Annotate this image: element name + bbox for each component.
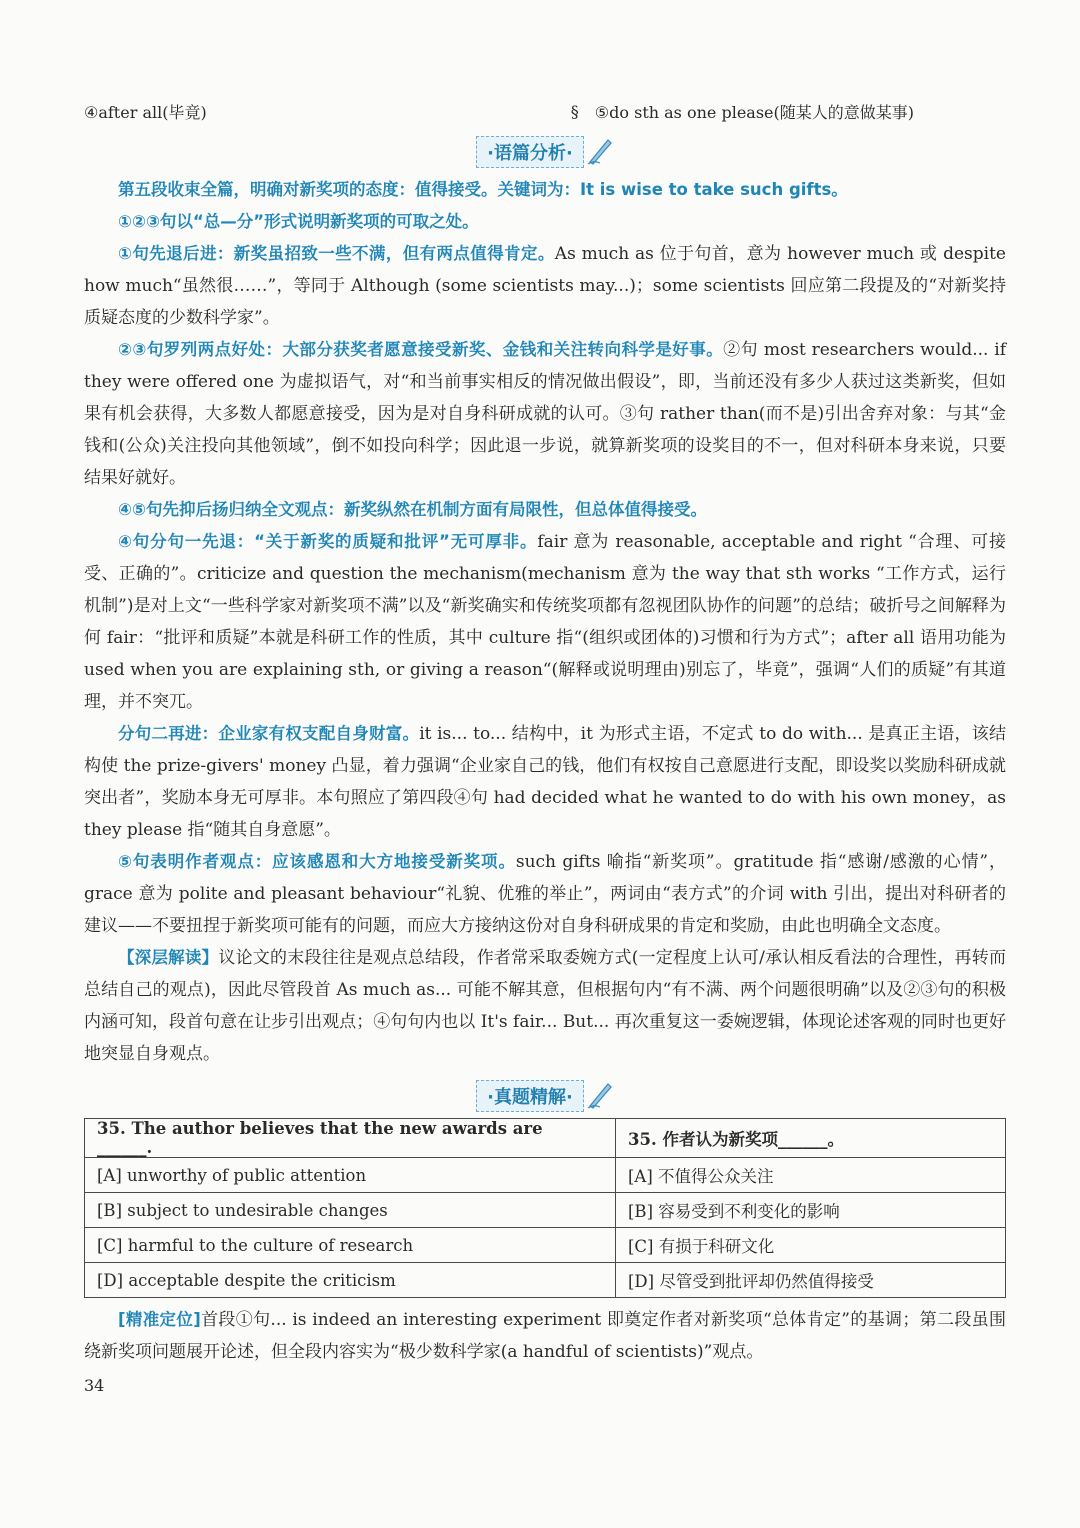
question-table bbox=[84, 1118, 1006, 1298]
pen-icon bbox=[586, 136, 614, 166]
paragraph-text: fair 意为 reasonable, acceptable and right “合理、可接受、正确的”。criticize and question the mechanism(mechanism 意为 the way that sth works “工作方式，运行机制”)是对上文“一些科学家对新奖项不满”以及“新奖确实和传统奖项都有忽视团队协作的问题”的总结；破折号之间解释为何 fair：“批评和质疑”本就是科研工作的性质，其中 culture 指“(组织或团体的)习惯和行为方式”；after all 语用功能为 used when you are explaining sth, or giving a reason“(解释或说明理由)别忘了，毕竟”，强调“人们的质疑”有其道理，并不突兀。 bbox=[84, 532, 1006, 712]
option-a-en: [A] unworthy of public attention bbox=[85, 1158, 616, 1193]
section-mark-icon: § bbox=[570, 101, 579, 121]
paragraph-highlight: ①②③句以“总—分”形式说明新奖项的可取之处。 bbox=[118, 212, 479, 231]
section-header-questions bbox=[84, 1080, 1006, 1112]
paragraph-highlight: ④句分句一先退：“关于新奖的质疑和批评”无可厚非。 bbox=[118, 532, 538, 551]
locate-paragraph bbox=[84, 1304, 1006, 1368]
vocab-right-group bbox=[571, 100, 914, 123]
option-c-zh: [C] 有损于科研文化 bbox=[616, 1228, 1006, 1263]
paragraph-highlight: ⑤句表明作者观点：应该感恩和大方地接受新奖项。 bbox=[118, 852, 516, 871]
analysis-paragraph-3 bbox=[84, 238, 1006, 334]
option-c-en: [C] harmful to the culture of research bbox=[85, 1228, 616, 1263]
vocab-item-do-sth: ⑤do sth as one please(随某人的意做某事) bbox=[594, 102, 914, 122]
table-row bbox=[85, 1158, 1006, 1193]
vocab-item-after-all: ④after all(毕竟) bbox=[84, 102, 207, 122]
paragraph-text: such gifts 喻指“新奖项”。gratitude 指“感谢/感激的心情”，grace 意为 polite and pleasant behaviour“礼貌、优雅的举止”，两词由“表方式”的介词 with 引出，提出对科研者的建议——不要扭捏于新奖项可能有的问题，而应大方接纳这份对自身科研成果的肯定和奖励，由此也明确全文态度。 bbox=[84, 852, 1006, 936]
section-title-questions: ·真题精解· bbox=[476, 1080, 584, 1112]
paragraph-text: ②句 most researchers would... if they were offered one 为虚拟语气，对“和当前事实相反的情况做出假设”，即，当前还没有多少人获过这类新奖，但如果有机会获得，大多数人都愿意接受，因为是对自身科研成就的认可。③句 rather than(而不是)引出舍弃对象：与其“金钱和(公众)关注投向其他领域”，倒不如投向科学；因此退一步说，就算新奖项的设奖目的不一，但对科研本身来说，只要结果好就好。 bbox=[84, 340, 1006, 488]
analysis-paragraph-2 bbox=[84, 206, 1006, 238]
paragraph-highlight: 第五段收束全篇，明确对新奖项的态度：值得接受。关键词为：It is wise to take such gifts。 bbox=[118, 180, 848, 199]
analysis-paragraph-6 bbox=[84, 526, 1006, 718]
paragraph-highlight: 分句二再进：企业家有权支配自身财富。 bbox=[118, 724, 420, 743]
question-zh: 35. 作者认为新奖项______。 bbox=[616, 1119, 1006, 1158]
vocab-row bbox=[84, 96, 1006, 126]
paragraph-highlight: ①句先退后进：新奖虽招致一些不满，但有两点值得肯定。 bbox=[118, 244, 555, 263]
analysis-paragraph-7 bbox=[84, 718, 1006, 846]
table-row bbox=[85, 1263, 1006, 1298]
section-header-analysis bbox=[84, 136, 1006, 168]
locate-tag: [精准定位] bbox=[118, 1310, 201, 1329]
question-en: 35. The author believes that the new awards are ______. bbox=[85, 1119, 616, 1158]
paragraph-highlight: ④⑤句先抑后扬归纳全文观点：新奖纵然在机制方面有局限性，但总体值得接受。 bbox=[118, 500, 707, 519]
analysis-body bbox=[84, 174, 1006, 1070]
page-number: 34 bbox=[84, 1376, 105, 1395]
paragraph-highlight: ②③句罗列两点好处：大部分获奖者愿意接受新奖、金钱和关注转向科学是好事。 bbox=[118, 340, 724, 359]
analysis-paragraph-5 bbox=[84, 494, 1006, 526]
analysis-paragraph-deep bbox=[84, 942, 1006, 1070]
table-row bbox=[85, 1119, 1006, 1158]
option-b-en: [B] subject to undesirable changes bbox=[85, 1193, 616, 1228]
paragraph-text: it is... to... 结构中，it 为形式主语，不定式 to do with... 是真正主语，该结构使 the prize-givers' money 凸显，着力强调“企业家自己的钱，他们有权按自己意愿进行支配，即设奖以奖励科研成就突出者”，奖励本身无可厚非。本句照应了第四段④句 had decided what he wanted to do with his own money，as they please 指“随其自身意愿”。 bbox=[84, 724, 1006, 840]
deep-reading-tag: 【深层解读】 bbox=[118, 948, 219, 967]
locate-text: 首段①句... is indeed an interesting experiment 即奠定作者对新奖项“总体肯定”的基调；第二段虽围绕新奖项问题展开论述，但全段内容实为“极少数科学家(a handful of scientists)”观点。 bbox=[84, 1310, 1006, 1362]
analysis-paragraph-8 bbox=[84, 846, 1006, 942]
pen-icon bbox=[586, 1080, 614, 1110]
table-row bbox=[85, 1193, 1006, 1228]
table-row bbox=[85, 1228, 1006, 1263]
analysis-paragraph-1 bbox=[84, 174, 1006, 206]
paragraph-text: As much as 位于句首，意为 however much 或 despite how much“虽然很……”，等同于 Although (some scientists may...)；some scientists 回应第二段提及的“对新奖持质疑态度的少数科学家”。 bbox=[84, 244, 1006, 328]
section-title-analysis: ·语篇分析· bbox=[476, 136, 584, 168]
option-a-zh: [A] 不值得公众关注 bbox=[616, 1158, 1006, 1193]
option-b-zh: [B] 容易受到不利变化的影响 bbox=[616, 1193, 1006, 1228]
option-d-zh: [D] 尽管受到批评却仍然值得接受 bbox=[616, 1263, 1006, 1298]
option-d-en: [D] acceptable despite the criticism bbox=[85, 1263, 616, 1298]
paragraph-text: 议论文的末段往往是观点总结段，作者常采取委婉方式(一定程度上认可/承认相反看法的合理性，再转而总结自己的观点)，因此尽管段首 As much as... 可能不解其意，但根据句内“有不满、两个问题很明确”以及②③句的积极内涵可知，段首句意在让步引出观点；④句句内也以 It's fair... But... 再次重复这一委婉逻辑，体现论述客观的同时也更好地突显自身观点。 bbox=[84, 948, 1006, 1064]
analysis-paragraph-4 bbox=[84, 334, 1006, 494]
document-page bbox=[84, 96, 1006, 1395]
